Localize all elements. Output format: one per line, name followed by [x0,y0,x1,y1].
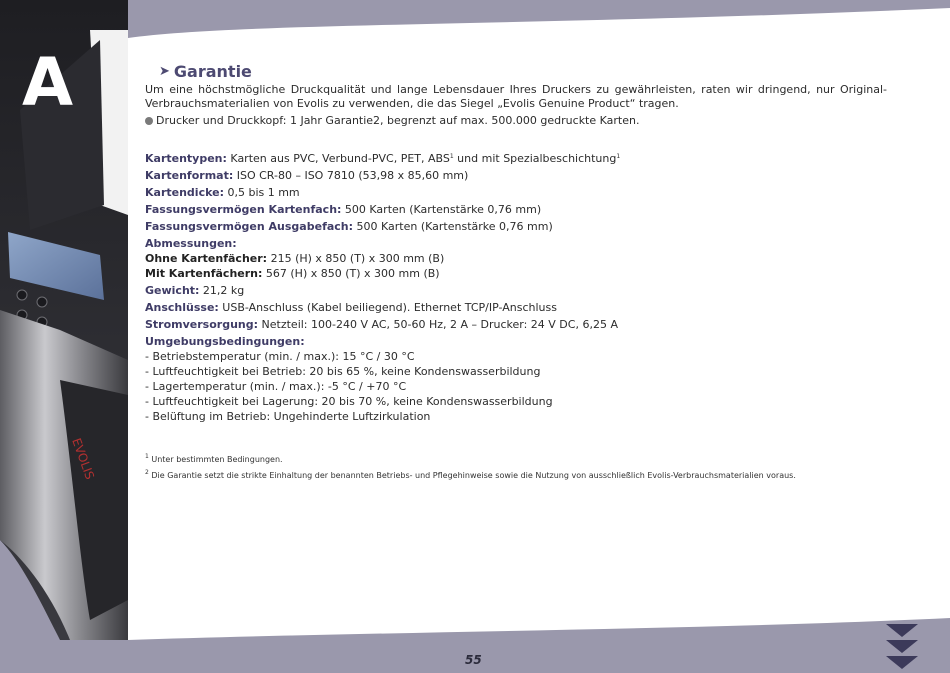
spec-environment-label [145,334,887,349]
section-letter: A [22,44,74,121]
content [145,60,887,482]
spec-card-format [145,168,887,183]
triple-chevron-down-icon[interactable] [884,624,920,672]
env-item: - Luftfeuchtigkeit bei Lagerung: 20 bis 70 %, keine Kondenswasserbildung [145,395,553,408]
spec-card-thickness [145,185,887,200]
arrow-right-icon: ➤ [159,63,170,79]
spec-weight [145,283,887,298]
spec-dimensions-without [145,251,887,266]
spec-label: Kartenformat: [145,169,234,182]
footnote-marker: 1 [145,453,149,460]
spec-value: 567 (H) x 850 (T) x 300 mm (B) [262,267,440,280]
spec-input-capacity [145,202,887,217]
footnotes [145,450,887,482]
spec-power [145,317,887,332]
env-item: - Luftfeuchtigkeit bei Betrieb: 20 bis 65 %, keine Kondenswasserbildung [145,365,541,378]
spec-dimensions-with [145,266,887,281]
env-item: - Betriebstemperatur (min. / max.): 15 °C / 30 °C [145,350,415,363]
spec-value: Karten aus PVC, Verbund-PVC, PET, ABS [226,152,450,165]
heading-title: Garantie [173,61,252,81]
spec-label: Stromversorgung: [145,318,259,331]
spec-value: 0,5 bis 1 mm [223,186,300,199]
spec-value: Netzteil: 100-240 V AC, 50-60 Hz, 2 A – Drucker: 24 V DC, 6,25 A [258,318,618,331]
spec-label: Fassungsvermögen Kartenfach: [145,203,342,216]
spec-sublabel: Mit Kartenfächern: [145,267,263,280]
spec-dimensions-label [145,236,887,251]
footnote-text: Die Garantie setzt die strikte Einhaltung der benannten Betriebs- und Pflegehinweise sowie die Nutzung von ausschließlich Evolis-Verbrauchsmaterialien voraus. [148,471,796,480]
specifications [145,149,887,424]
brand-watermark: EVOLIS [69,436,98,482]
spec-value: 215 (H) x 850 (T) x 300 mm (B) [267,252,445,265]
spec-value: und mit Spezialbeschichtung [453,152,617,165]
env-item: - Lagertemperatur (min. / max.): -5 °C / +70 °C [145,380,407,393]
spec-interfaces [145,300,887,315]
spec-label: Gewicht: [145,284,200,297]
spec-value: 500 Karten (Kartenstärke 0,76 mm) [341,203,542,216]
spec-environment [145,334,887,424]
spec-label: Kartendicke: [145,186,224,199]
spec-card-types [145,149,887,166]
spec-label: Umgebungsbedingungen: [145,335,305,348]
spec-label: Abmessungen: [145,237,237,250]
spec-value: 21,2 kg [199,284,245,297]
page-number: 55 [465,653,482,667]
spec-value: USB-Anschluss (Kabel beiliegend). Ethernet TCP/IP-Anschluss [218,301,557,314]
spec-output-capacity [145,219,887,234]
intro-paragraph: Um eine höchstmögliche Druckqualität und lange Lebensdauer Ihres Druckers zu gewährleisten, raten wir dringend, nur Original-Verbrauchsmaterialien von Evolis zu verwenden, die das Siegel „Evolis Genuine Product“ tragen. [145,83,887,110]
footnote-2 [145,466,887,482]
spec-sublabel: Ohne Kartenfächer: [145,252,268,265]
spec-label: Anschlüsse: [145,301,219,314]
spec-value: 500 Karten (Kartenstärke 0,76 mm) [353,220,553,233]
env-item: - Belüftung im Betrieb: Ungehinderte Luftzirkulation [145,410,431,423]
warranty-bullet [145,114,887,128]
footnote-ref: 1 [449,153,454,160]
spec-label: Fassungsvermögen Ausgabefach: [145,220,354,233]
footnote-text: Unter bestimmten Bedingungen. [148,455,283,464]
footnote-1 [145,450,887,466]
footnote-marker: 2 [145,469,149,476]
bullet-dot-icon [145,117,153,125]
spec-value: ISO CR-80 – ISO 7810 (53,98 x 85,60 mm) [233,169,469,182]
warranty-text: Drucker und Druckkopf: 1 Jahr Garantie2, begrenzt auf max. 500.000 gedruckte Karten. [156,114,640,127]
section-heading [159,60,887,82]
spec-label: Kartentypen: [145,152,227,165]
footnote-ref: 1 [616,153,621,160]
